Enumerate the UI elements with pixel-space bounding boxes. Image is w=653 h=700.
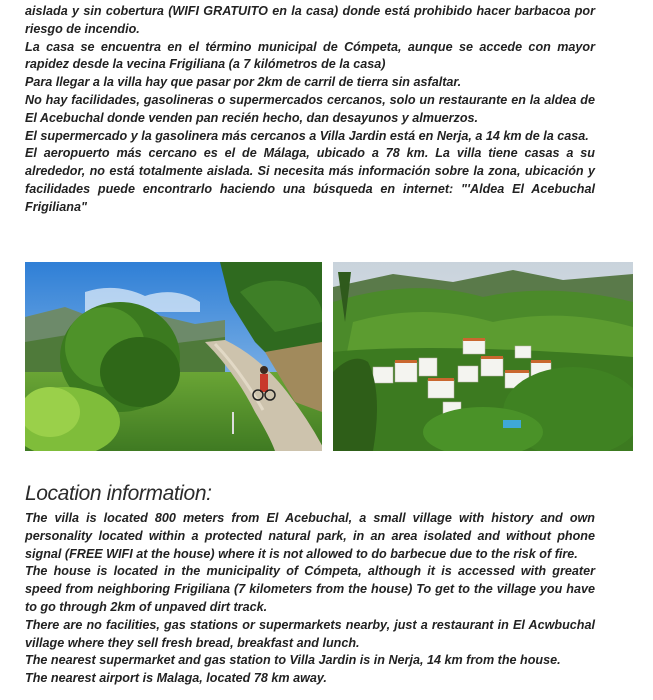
spanish-description	[25, 3, 595, 217]
paragraph: El supermercado y la gasolinera más cercanos a Villa Jardin está en Nerja, a 14 km de la casa.	[25, 128, 589, 143]
paragraph: La casa se encuentra en el término municipal de Cómpeta, aunque se accede con mayor rapidez desde la vecina Frigiliana (a 7 kilómetros de la casa)	[25, 39, 595, 72]
cycling-path-photo	[25, 262, 322, 451]
location-heading: Location information:	[25, 482, 212, 505]
white-village-photo	[333, 262, 633, 451]
paragraph: El aeropuerto más cercano es el de Málaga, ubicado a 78 km. La villa tiene casas a su alrededor, no está totalmente aislada. Si necesita más información sobre la zona, ubicación y facilidades puede encontrarlo haciendo una búsqueda en internet: "'Aldea El Acebuchal Frigiliana"	[25, 146, 595, 214]
paragraph: There are no facilities, gas stations or supermarkets nearby, just a restaurant in El Acwbuchal village where they sell fresh bread, breakfast and lunch.	[25, 617, 595, 650]
paragraph: The nearest supermarket and gas station to Villa Jardin is in Nerja, 14 km from the house.	[25, 653, 561, 668]
cycling-path-image	[25, 262, 322, 451]
paragraph: The villa is located 800 meters from El Acebuchal, a small village with history and own personality located within a protected natural park, in an area isolated and without phone signal (FREE WIFI at the house) where it is not allowed to do barbecue due to the risk of fire.	[25, 511, 595, 561]
white-village-image	[333, 262, 633, 451]
paragraph: aislada y sin cobertura (WIFI GRATUITO en la casa) donde está prohibido hacer barbacoa por riesgo de incendio.	[25, 4, 595, 36]
paragraph: No hay facilidades, gasolineras o supermercados cercanos, solo un restaurante en la aldea de El Acebuchal donde venden pan recién hecho, dan desayunos y almuerzos.	[25, 92, 595, 125]
paragraph: The house is located in the municipality of Cómpeta, although it is accessed with greater speed from neighboring Frigiliana (7 kilometers from the house) To get to the village you have to go through 2km of unpaved dirt track.	[25, 564, 595, 614]
location-description	[25, 510, 595, 688]
paragraph: The nearest airport is Malaga, located 78 km away.	[25, 671, 327, 686]
paragraph: Para llegar a la villa hay que pasar por 2km de carril de tierra sin asfaltar.	[25, 75, 462, 90]
